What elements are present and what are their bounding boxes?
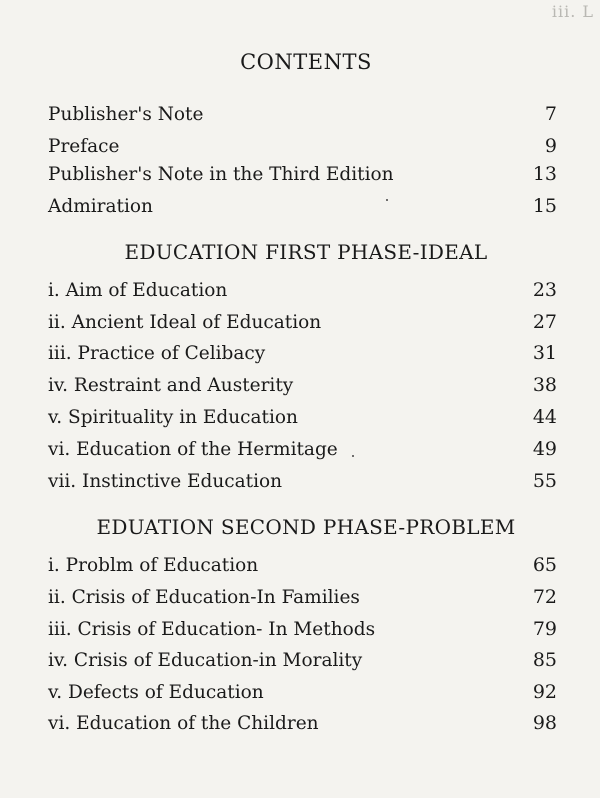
toc-entry-label: v. Defects of Education	[48, 682, 264, 703]
toc-entry	[48, 311, 557, 333]
toc-entry	[48, 649, 557, 671]
section-heading: EDUATION SECOND PHASE-PROBLEM	[96, 515, 516, 539]
toc-entry-label: Preface	[48, 136, 120, 157]
toc-entry-label: iii. Practice of Celibacy	[48, 343, 266, 364]
toc-entry-label: Publisher's Note	[48, 104, 204, 125]
toc-entry	[48, 342, 557, 364]
toc-entry-label: vii. Instinctive Education	[48, 471, 283, 492]
ink-speck	[386, 199, 388, 201]
toc-entry-label: iii. Crisis of Education- In Methods	[48, 619, 376, 640]
toc-entry-page: 79	[532, 618, 557, 640]
toc-entry-page: 9	[544, 135, 557, 157]
toc-entry-label: vi. Education of the Hermitage	[48, 439, 338, 460]
toc-entry-label: i. Aim of Education	[48, 280, 228, 301]
toc-entry-label: i. Problm of Education	[48, 555, 259, 576]
toc-entry	[48, 195, 557, 217]
toc-entry-page: 13	[532, 163, 557, 185]
toc-entry	[48, 586, 557, 608]
toc-entry-label: Publisher's Note in the Third Edition	[48, 164, 394, 185]
ink-speck	[352, 455, 354, 457]
toc-entry	[48, 135, 557, 157]
toc-entry-label: iv. Restraint and Austerity	[48, 375, 294, 396]
toc-entry-page: 98	[532, 712, 557, 734]
toc-entry	[48, 374, 557, 396]
toc-entry	[48, 681, 557, 703]
toc-entry-page: 23	[532, 279, 557, 301]
toc-entry-label: ii. Crisis of Education-In Families	[48, 587, 360, 608]
toc-entry-page: 31	[532, 342, 557, 364]
toc-entry-page: 92	[532, 681, 557, 703]
page-title: CONTENTS	[240, 50, 372, 74]
toc-entry	[48, 618, 557, 640]
toc-entry-label: vi. Education of the Children	[48, 713, 319, 734]
toc-entry-page: 55	[532, 470, 557, 492]
toc-entry-page: 27	[532, 311, 557, 333]
toc-entry-page: 49	[532, 438, 557, 460]
toc-entry-page: 44	[532, 406, 557, 428]
toc-entry-page: 7	[544, 103, 557, 125]
toc-entry-label: Admiration	[48, 196, 153, 217]
toc-entry-label: v. Spirituality in Education	[48, 407, 298, 428]
toc-entry-label: iv. Crisis of Education-in Morality	[48, 650, 363, 671]
toc-entry	[48, 103, 557, 125]
toc-entry	[48, 406, 557, 428]
section-heading: EDUCATION FIRST PHASE-IDEAL	[124, 240, 488, 264]
toc-entry-label: ii. Ancient Ideal of Education	[48, 312, 322, 333]
toc-entry	[48, 712, 557, 734]
bleed-through-text: iii. L	[551, 2, 594, 21]
toc-entry-page: 85	[532, 649, 557, 671]
toc-entry	[48, 470, 557, 492]
toc-entry-page: 65	[532, 554, 557, 576]
toc-entry-page: 38	[532, 374, 557, 396]
toc-entry-page: 15	[532, 195, 557, 217]
toc-entry-page: 72	[532, 586, 557, 608]
toc-entry	[48, 279, 557, 301]
toc-entry	[48, 163, 557, 185]
toc-entry	[48, 438, 557, 460]
toc-entry	[48, 554, 557, 576]
